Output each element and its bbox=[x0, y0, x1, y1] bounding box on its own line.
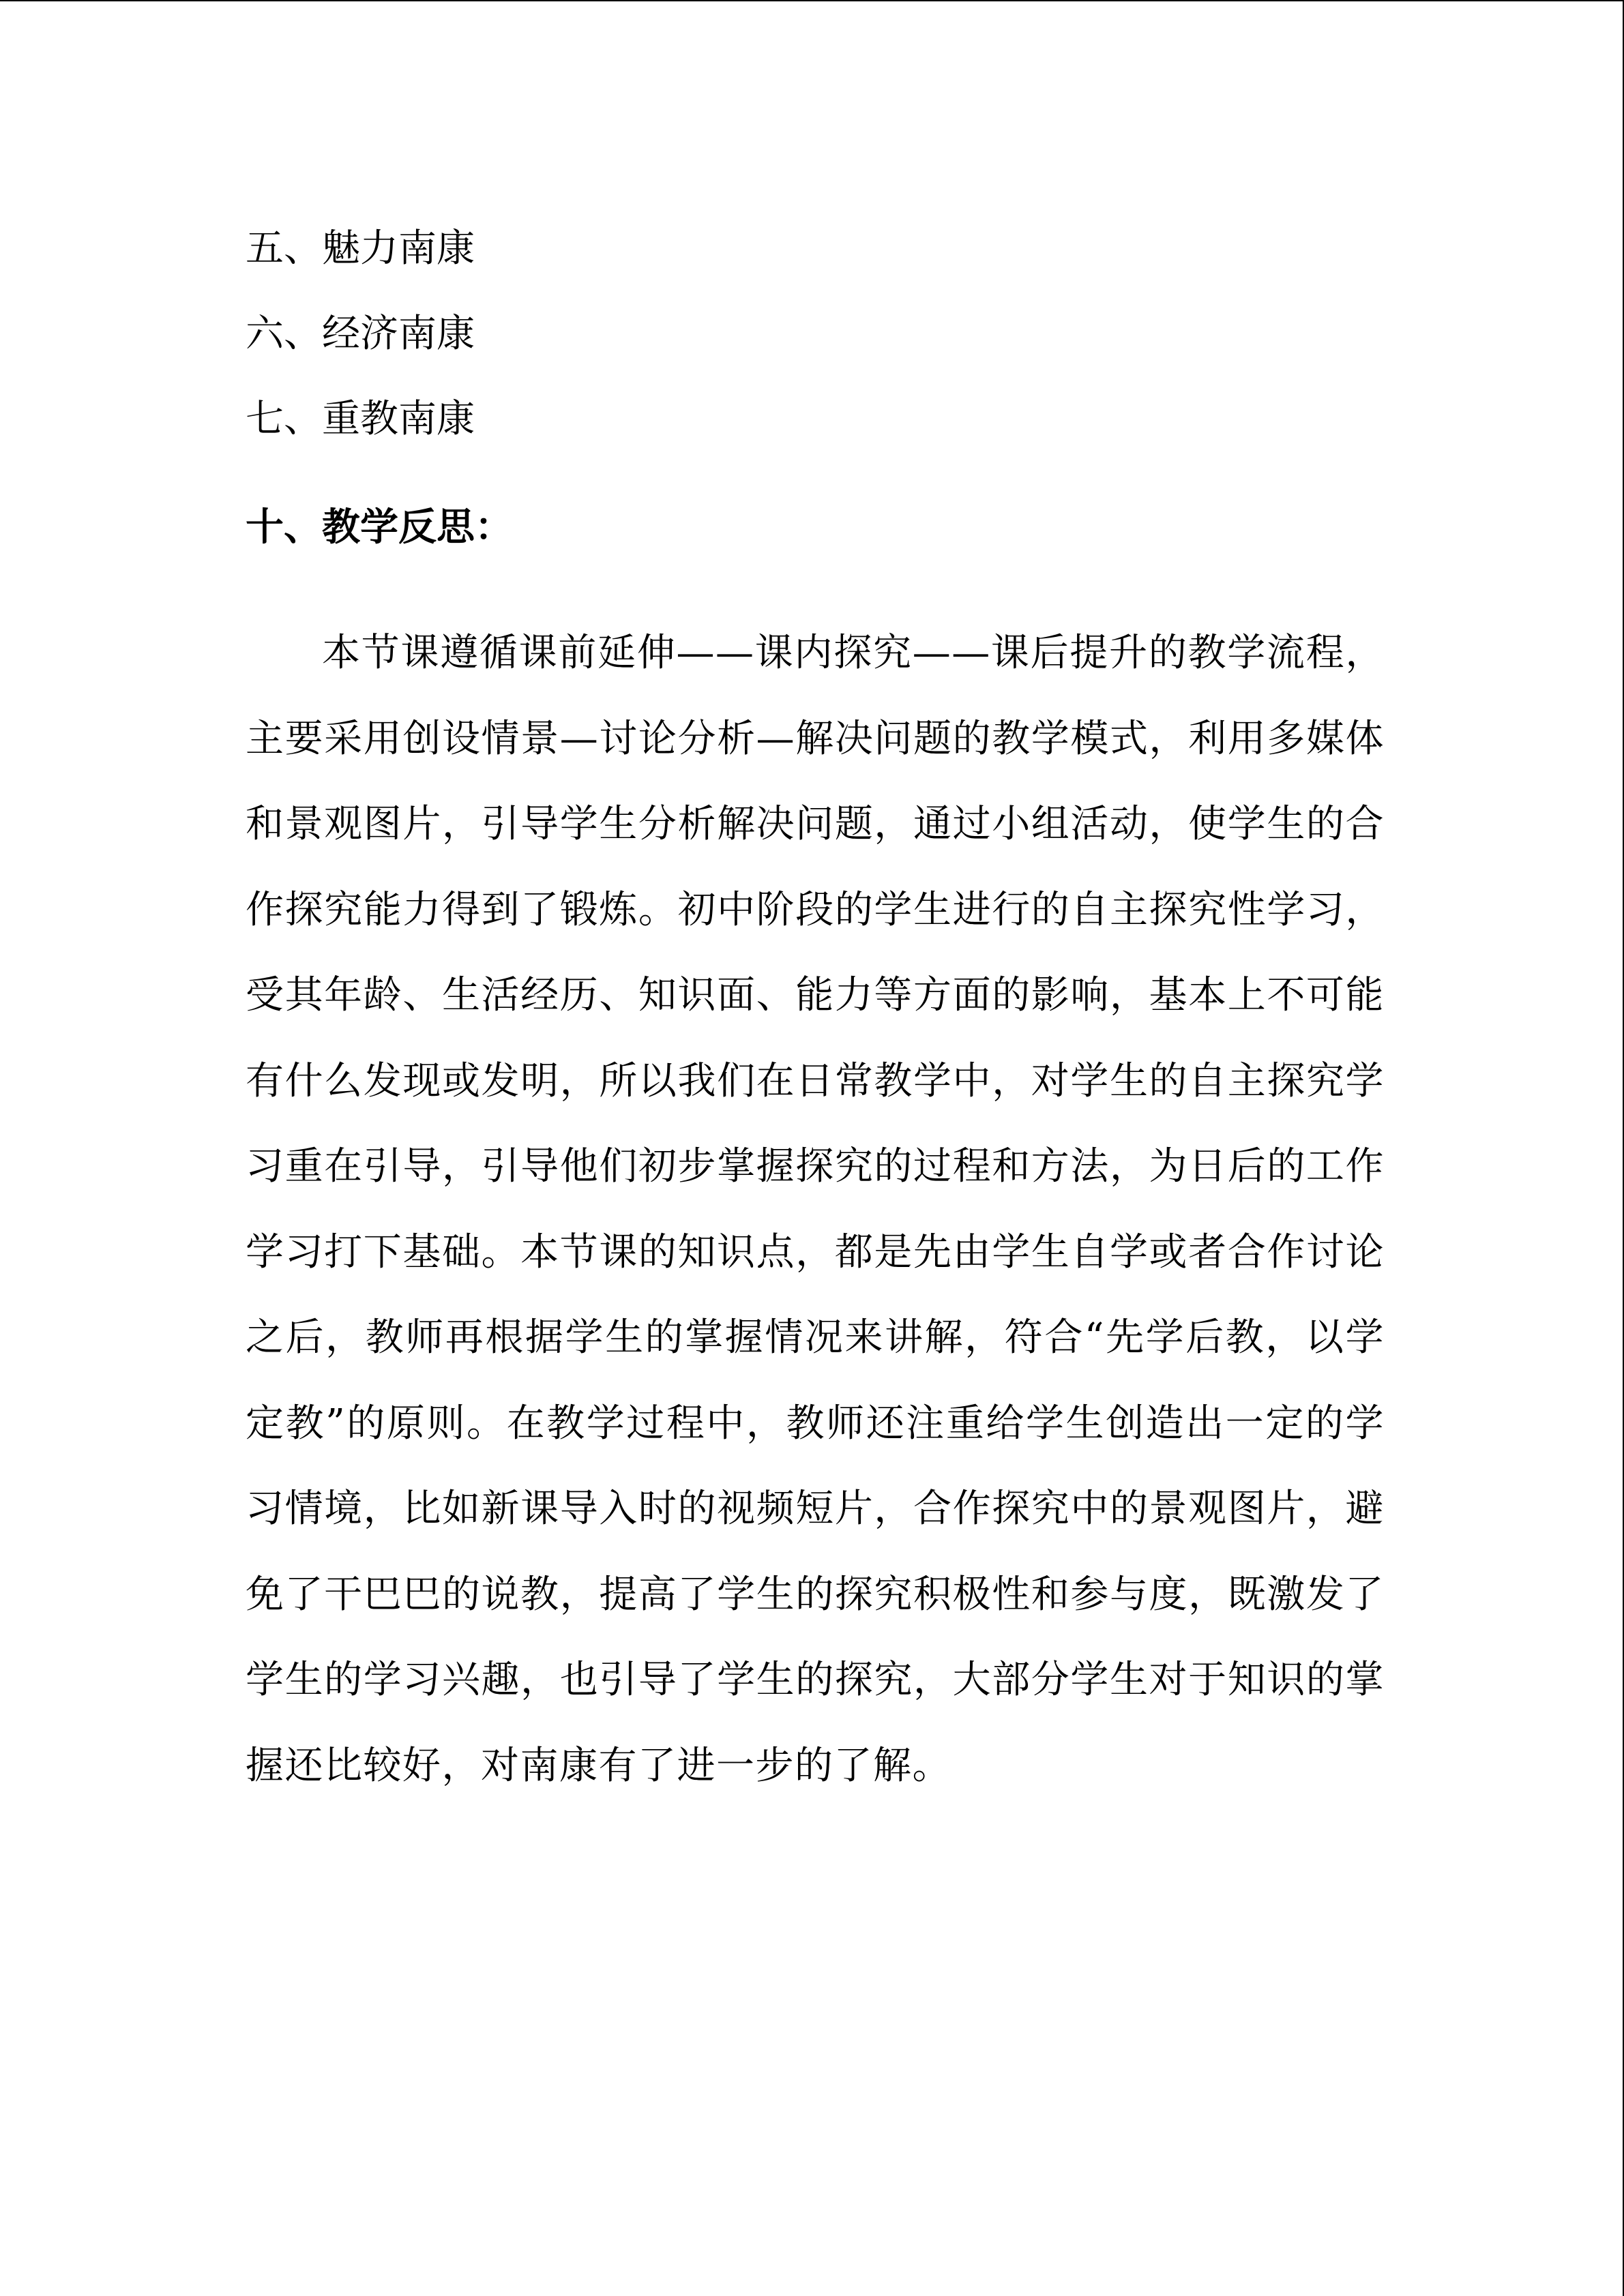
outline-item-5: 五、魅力南康 bbox=[246, 226, 475, 271]
reflection-paragraph: 本节课遵循课前延伸——课内探究——课后提升的教学流程，主要采用创设情景—讨论分析—解决问题的教学模式，利用多媒体和景观图片，引导学生分析解决问题，通过小组活动，使学生的合作探究能力得到了锻炼。初中阶段的学生进行的自主探究性学习，受其年龄、生活经历、知识面、能力等方面的影响，基本上不可能有什么发现或发明，所以我们在日常教学中，对学生的自主探究学习重在引导，引导他们初步掌握探究的过程和方法，为日后的工作学习打下基础。本节课的知识点，都是先由学生自学或者合作讨论之后，教师再根据学生的掌握情况来讲解，符合“先学后教，以学定教”的原则。在教学过程中，教师还注重给学生创造出一定的学习情境，比如新课导入时的视频短片，合作探究中的景观图片，避免了干巴巴的说教，提高了学生的探究积极性和参与度，既激发了学生的学习兴趣，也引导了学生的探究，大部分学生对于知识的掌握还比较好，对南康有了进一步的了解。 bbox=[246, 631, 1385, 1788]
section-heading: 十、教学反思： bbox=[246, 505, 513, 550]
outline-item-7: 七、重教南康 bbox=[246, 397, 475, 441]
outline-item-6: 六、经济南康 bbox=[246, 312, 475, 356]
document-body bbox=[246, 206, 1385, 1847]
